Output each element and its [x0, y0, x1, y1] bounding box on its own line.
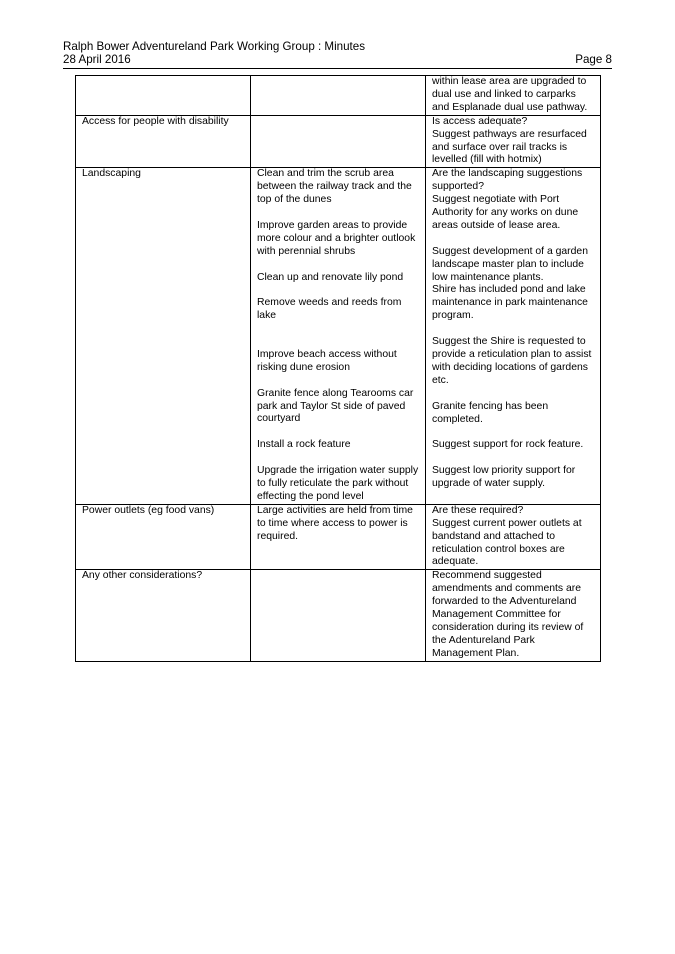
response-text: within lease area are upgraded to dual use and linked to carparks and Esplanade dual use pathway. — [432, 76, 588, 113]
detail-cell — [251, 115, 426, 168]
response-text: Granite fencing has been completed. — [432, 400, 549, 425]
page-header — [63, 40, 612, 66]
response-cell — [426, 115, 601, 168]
response-text: Suggest support for rock feature. — [432, 439, 584, 451]
meeting-date: 28 April 2016 — [63, 53, 131, 66]
response-cell — [426, 504, 601, 570]
detail-text: Large activities are held from time to time where access to power is required. — [257, 504, 413, 542]
detail-text: Clean up and renovate lily pond — [257, 271, 404, 283]
header-divider — [63, 68, 612, 69]
table-row — [76, 115, 601, 168]
detail-text: Clean and trim the scrub area between the railway track and the top of the dunes — [257, 168, 412, 206]
detail-cell — [251, 76, 426, 116]
item-cell: Access for people with disability — [76, 115, 251, 168]
detail-cell — [251, 168, 426, 504]
response-text: Are the landscaping suggestions supported? — [432, 168, 583, 193]
response-text: Suggest the Shire is requested to provide a reticulation plan to assist with deciding locations of gardens etc. — [432, 336, 592, 386]
detail-text: Improve beach access without risking dune erosion — [257, 348, 397, 373]
table-row — [76, 570, 601, 661]
detail-cell — [251, 570, 426, 661]
item-cell — [76, 76, 251, 116]
table-row — [76, 168, 601, 504]
response-text: Suggest pathways are resurfaced and surface over rail tracks is levelled (fill with hotmix) — [432, 128, 587, 166]
item-cell: Landscaping — [76, 168, 251, 504]
response-text: Suggest negotiate with Port Authority for any works on dune areas outside of lease area. — [432, 194, 579, 231]
detail-text: Remove weeds and reeds from lake — [257, 297, 402, 322]
table-row — [76, 504, 601, 570]
response-text: Are these required? — [432, 504, 524, 516]
response-cell — [426, 168, 601, 504]
item-cell: Any other considerations? — [76, 570, 251, 661]
response-text: Suggest development of a garden landscape master plan to include low maintenance plants. — [432, 245, 588, 283]
response-text: Suggest current power outlets at bandstand and attached to reticulation control boxes are adequate. — [432, 517, 582, 568]
detail-text: Upgrade the irrigation water supply to fully reticulate the park without effecting the pond level — [257, 465, 419, 502]
page-number: Page 8 — [575, 53, 612, 66]
item-cell: Power outlets (eg food vans) — [76, 504, 251, 570]
detail-cell — [251, 504, 426, 570]
response-text: Is access adequate? — [432, 115, 528, 127]
response-cell — [426, 570, 601, 661]
response-text: Shire has included pond and lake maintenance in park maintenance program. — [432, 284, 588, 322]
document-title: Ralph Bower Adventureland Park Working Group : Minutes — [63, 40, 366, 53]
detail-text: Install a rock feature — [257, 439, 351, 451]
table-row — [76, 76, 601, 116]
detail-text: Improve garden areas to provide more colour and a brighter outlook with perennial shrubs — [257, 219, 416, 257]
detail-text: Granite fence along Tearooms car park and Taylor St side of paved courtyard — [257, 387, 414, 425]
response-text: Recommend suggested amendments and comments are forwarded to the Adventureland Management Committee for consideration during its review of the Adentureland Park Management Plan. — [432, 570, 584, 659]
response-text: Suggest low priority support for upgrade of water supply. — [432, 465, 576, 490]
minutes-table — [75, 75, 601, 662]
response-cell — [426, 76, 601, 116]
